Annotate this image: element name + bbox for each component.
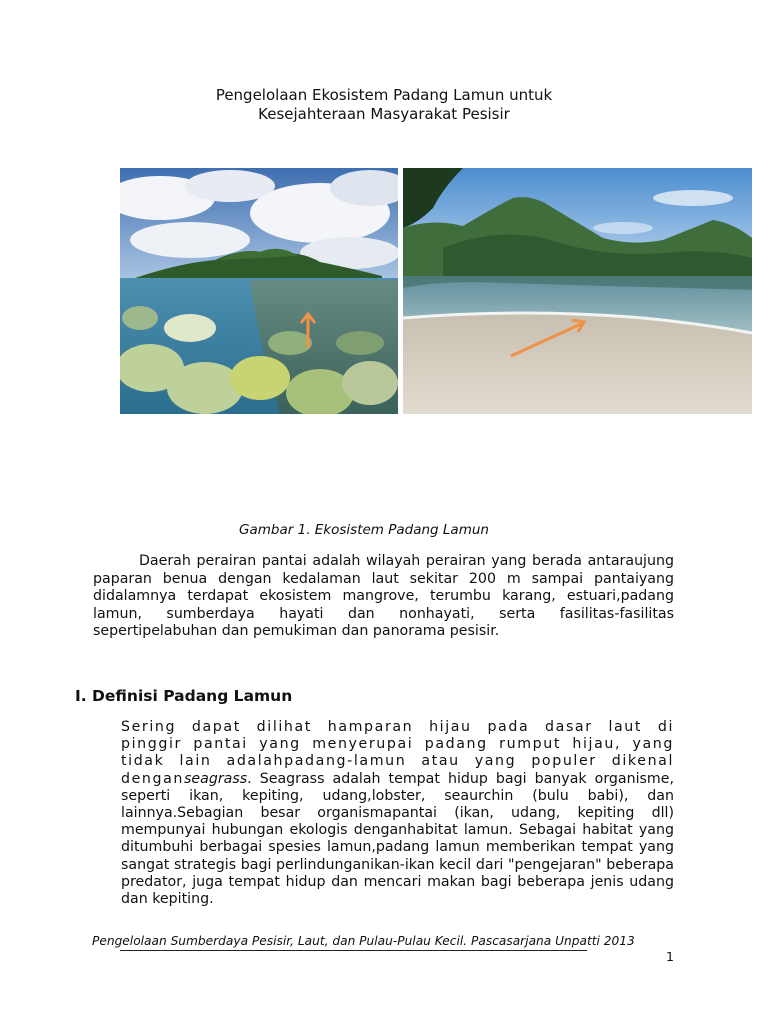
title-line-2: Kesejahteraan Masyarakat Pesisir [258, 105, 510, 123]
page-number: 1 [666, 949, 674, 964]
figure-caption: Gambar 1. Ekosistem Padang Lamun [239, 522, 489, 538]
intro-paragraph: Daerah perairan pantai adalah wilayah perairan yang berada antaraujung paparan benua dengan kedalaman laut sekitar 200 m sampai pantaiyang didalamnya terdapat ekosistem mangrove, terumbu karang, estuari,padang lamun, sumberdaya hayati dan nonhayati, serta fasilitas-fasilitas sepertipelabuhan dan pemukiman dan panorama pesisir. [93, 553, 674, 640]
page-footer: Pengelolaan Sumberdaya Pesisir, Laut, dan Pulau-Pulau Kecil. Pascasarjana Unpatti 2013 [92, 934, 635, 948]
seagrass-term: seagrass [184, 770, 248, 787]
footer-rule [120, 950, 587, 951]
title-line-1: Pengelolaan Ekosistem Padang Lamun untuk [215, 86, 553, 104]
definition-paragraph [121, 719, 674, 908]
document-title [0, 86, 768, 124]
coral-reef-island-photo [120, 168, 398, 414]
section-heading: I. Definisi Padang Lamun [75, 687, 293, 705]
mountain-beach-photo [403, 168, 752, 414]
definition-text-part1: Sering dapat dilihat hamparan hijau pada dasar laut di pinggir pantai yang menyerupai padang rumput hijau, yang tidak lain adalahpadang-lamun atau yang populer dikenal dengan [121, 719, 674, 787]
definition-text-part2: . Seagrass adalah tempat hidup bagi banyak organisme, seperti ikan, kepiting, udang,lobster, seaurchin (bulu babi), dan lainnya.Sebagian besar organismapantai (ikan, udang, kepiting dll) mempunyai hubungan ekologis denganhabitat lamun. Sebagai habitat yang ditumbuhi berbagai spesies lamun,padang lamun memberikan tempat yang sangat strategis bagi perlindunganikan-ikan kecil dari "pengejaran" beberapa predator, juga tempat hidup dan mencari makan bagi beberapa jenis udang dan kepiting. [121, 770, 674, 908]
